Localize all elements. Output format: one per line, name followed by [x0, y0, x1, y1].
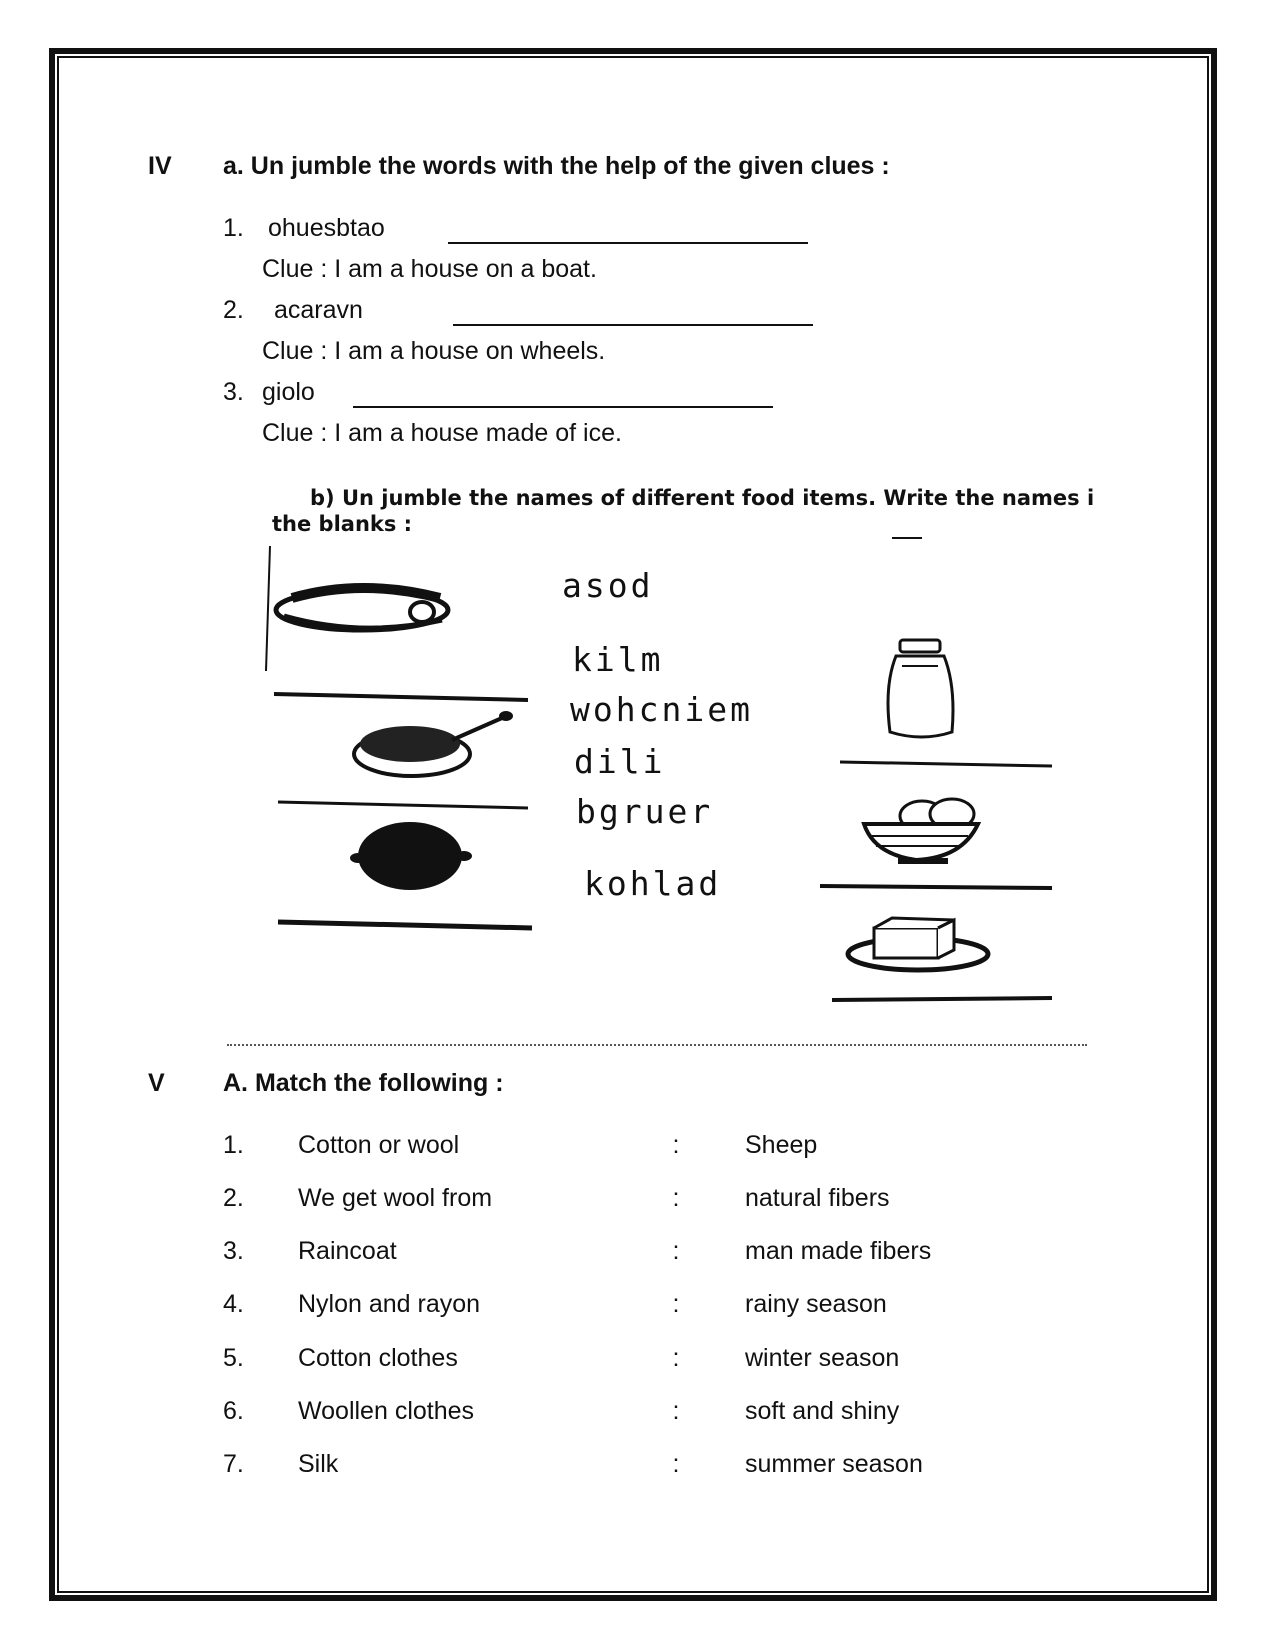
match-separator: : [672, 1450, 680, 1478]
food-items-scan [262, 486, 1094, 1016]
sandwich-icon [276, 588, 448, 630]
section-5-heading: A. Match the following : [223, 1069, 504, 1097]
match-separator: : [672, 1397, 680, 1425]
match-left-item: We get wool from [298, 1184, 493, 1212]
match-right-item: man made fibers [745, 1237, 932, 1265]
jumble-item-2-number: 2. [223, 296, 244, 324]
food-illustrations [262, 486, 1094, 1016]
match-left-item: Cotton clothes [298, 1344, 458, 1372]
match-right-item: Sheep [745, 1131, 818, 1159]
match-right-item: soft and shiny [745, 1397, 900, 1425]
section-4a-heading: a. Un jumble the words with the help of the given clues : [223, 152, 890, 180]
match-left-item: Woollen clothes [298, 1397, 475, 1425]
jumble-item-3-word: giolo [262, 378, 315, 406]
match-separator: : [672, 1237, 680, 1265]
match-right-item: winter season [745, 1344, 900, 1372]
match-separator: : [672, 1344, 680, 1372]
match-left-item: Silk [298, 1450, 339, 1478]
jumble-item-1-clue: Clue : I am a house on a boat. [262, 255, 597, 283]
jumble-item-2-clue: Clue : I am a house on wheels. [262, 337, 606, 365]
section-4b-heading-line2: the blanks : [272, 512, 413, 536]
match-row-number: 2. [223, 1184, 244, 1212]
eggs-bowl-icon [864, 799, 978, 864]
match-separator: : [672, 1290, 680, 1318]
section-divider [227, 1044, 1087, 1046]
jumble-item-2-word: acaravn [274, 296, 363, 324]
match-separator: : [672, 1131, 680, 1159]
section-5-number: V [148, 1069, 165, 1097]
match-right-item: natural fibers [745, 1184, 890, 1212]
jumble-item-1-answer-blank[interactable] [448, 242, 808, 244]
fruit-icon [350, 822, 472, 890]
scrambled-food-word-1: asod [562, 566, 654, 605]
match-row-number: 3. [223, 1237, 244, 1265]
scrambled-food-word-4: dili [574, 742, 666, 781]
match-row-number: 6. [223, 1397, 244, 1425]
scrambled-food-word-3: wohcniem [570, 690, 753, 729]
jumble-item-2-answer-blank[interactable] [453, 324, 813, 326]
match-separator: : [672, 1184, 680, 1212]
match-left-item: Cotton or wool [298, 1131, 460, 1159]
match-right-item: rainy season [745, 1290, 887, 1318]
jumble-item-1-number: 1. [223, 214, 244, 242]
match-left-item: Nylon and rayon [298, 1290, 481, 1318]
match-right-item: summer season [745, 1450, 923, 1478]
scrambled-food-word-2: kilm [572, 640, 664, 679]
section-4-number: IV [148, 152, 172, 180]
section-4b-heading-line1: b) Un jumble the names of different food items. Write the names i [310, 486, 1095, 510]
match-row-number: 7. [223, 1450, 244, 1478]
scrambled-food-word-6: kohlad [584, 864, 722, 903]
jumble-item-3-answer-blank[interactable] [353, 406, 773, 408]
jumble-item-3-clue: Clue : I am a house made of ice. [262, 419, 622, 447]
noodles-bowl-icon [354, 711, 513, 776]
jumble-item-3-number: 3. [223, 378, 244, 406]
butter-plate-icon [848, 918, 988, 970]
match-row-number: 5. [223, 1344, 244, 1372]
milk-jar-icon [888, 640, 953, 737]
match-left-item: Raincoat [298, 1237, 397, 1265]
scrambled-food-word-5: bgruer [576, 792, 714, 831]
match-row-number: 4. [223, 1290, 244, 1318]
jumble-item-1-word: ohuesbtao [268, 214, 385, 242]
match-row-number: 1. [223, 1131, 244, 1159]
